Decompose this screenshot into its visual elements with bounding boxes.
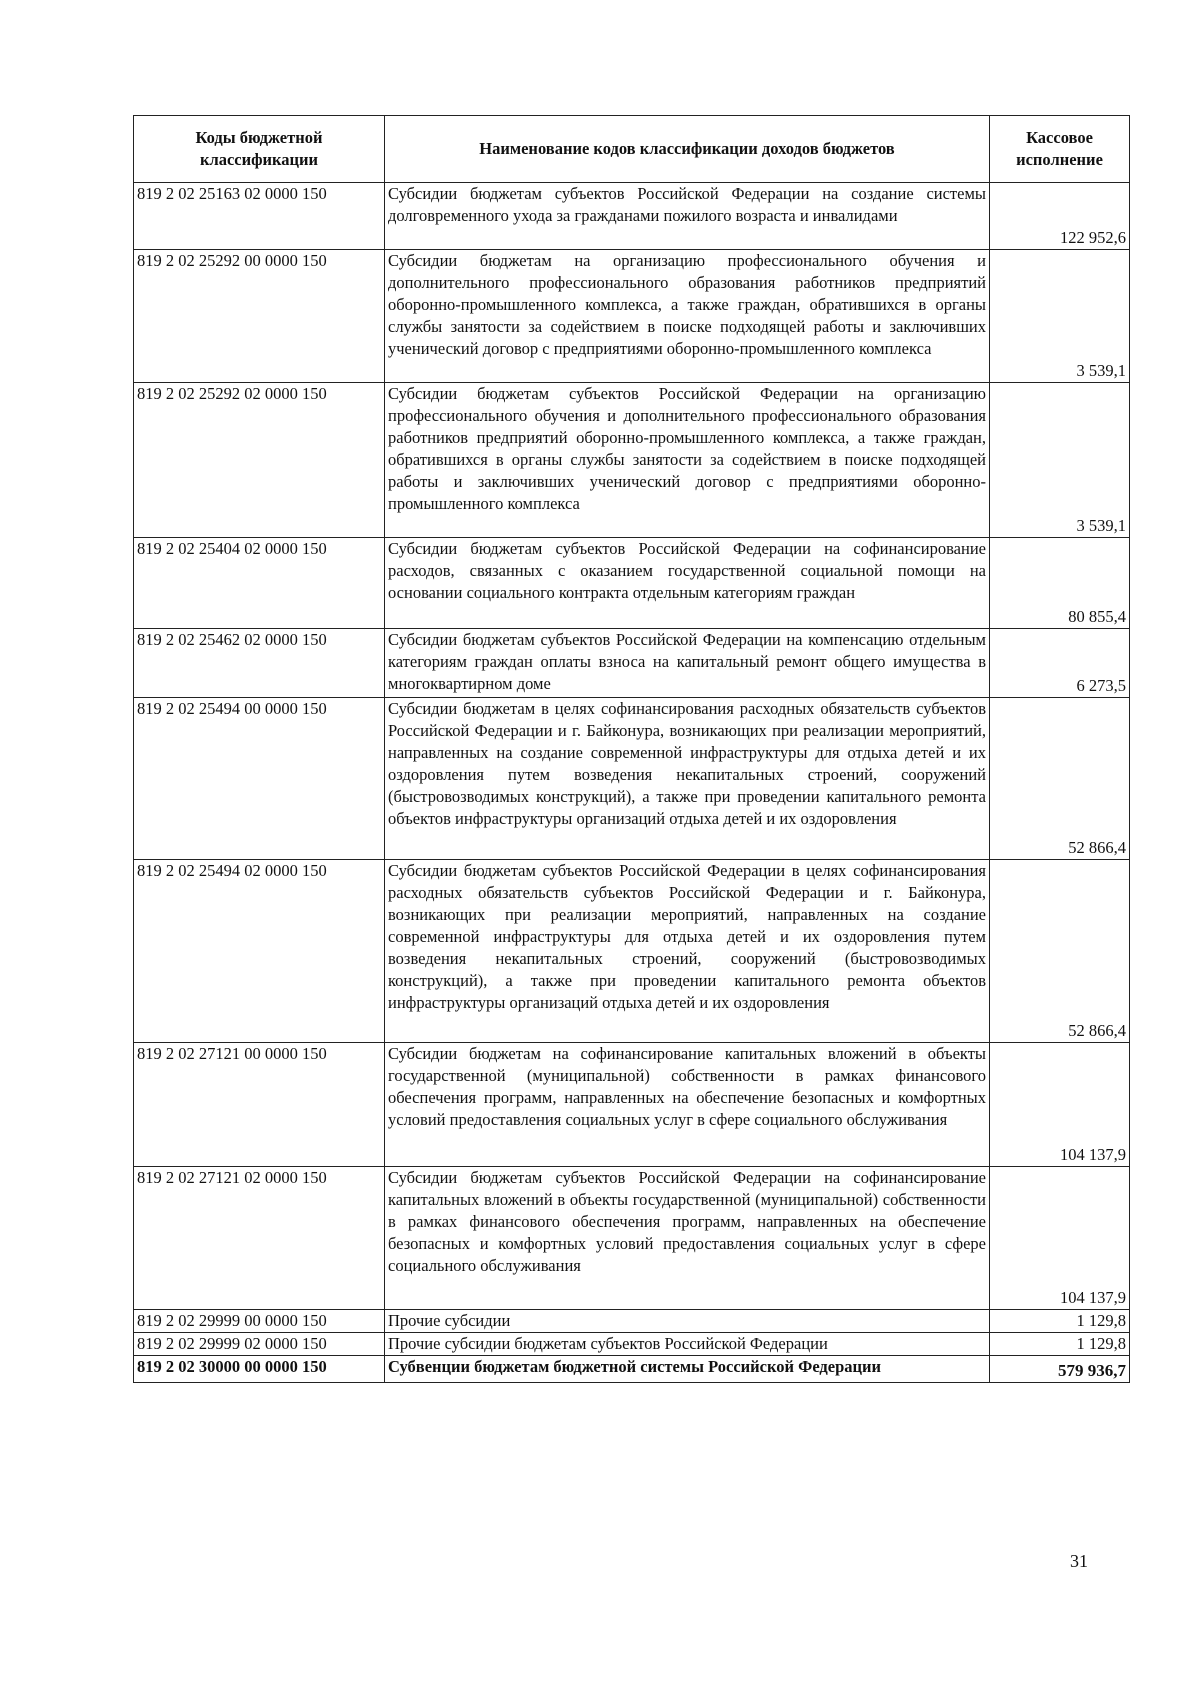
row-name: Субсидии бюджетам субъектов Российской Федерации на компенсацию отдельным категориям граждан оплаты взноса на капитальный ремонт общего имущества в многоквартирном доме bbox=[385, 629, 990, 698]
table-row bbox=[134, 1167, 1130, 1310]
header-code: Коды бюджетной классификации bbox=[134, 116, 385, 183]
row-code: 819 2 02 27121 02 0000 150 bbox=[134, 1167, 385, 1310]
row-amount: 1 129,8 bbox=[990, 1310, 1130, 1333]
table-row bbox=[134, 250, 1130, 383]
page-number: 31 bbox=[1070, 1551, 1088, 1571]
row-amount: 579 936,7 bbox=[990, 1356, 1130, 1383]
table-row-total bbox=[134, 1356, 1130, 1383]
header-amount: Кассовое исполнение bbox=[990, 116, 1130, 183]
row-code: 819 2 02 25292 02 0000 150 bbox=[134, 383, 385, 538]
row-amount: 52 866,4 bbox=[990, 860, 1130, 1043]
row-name: Прочие субсидии bbox=[385, 1310, 990, 1333]
header-name: Наименование кодов классификации доходов бюджетов bbox=[385, 116, 990, 183]
row-amount: 104 137,9 bbox=[990, 1167, 1130, 1310]
row-amount: 6 273,5 bbox=[990, 629, 1130, 698]
table-row bbox=[134, 860, 1130, 1043]
row-name: Субсидии бюджетам субъектов Российской Федерации на создание системы долговременного ухода за гражданами пожилого возраста и инвалидами bbox=[385, 183, 990, 250]
table-row bbox=[134, 183, 1130, 250]
row-name: Субсидии бюджетам субъектов Российской Федерации в целях софинансирования расходных обязательств субъектов Российской Федерации и г. Байконура, возникающих при реализации мероприятий, направленных на создание современной инфраструктуры для отдыха детей и их оздоровления путем возведения некапитальных строений, сооружений (быстровозводимых конструкций), а также при проведении капитального ремонта объектов инфраструктуры организаций отдыха детей и их оздоровления bbox=[385, 860, 990, 1043]
table-row bbox=[134, 1310, 1130, 1333]
row-code: 819 2 02 25494 00 0000 150 bbox=[134, 698, 385, 860]
row-name: Субсидии бюджетам на организацию профессионального обучения и дополнительного профессионального образования работников предприятий оборонно-промышленного комплекса, а также граждан, обратившихся в органы службы занятости за содействием в поиске подходящей работы и заключивших ученический договор с предприятиями оборонно-промышленного комплекса bbox=[385, 250, 990, 383]
table-row bbox=[134, 629, 1130, 698]
table-row bbox=[134, 1043, 1130, 1167]
row-code: 819 2 02 29999 02 0000 150 bbox=[134, 1333, 385, 1356]
row-code: 819 2 02 25462 02 0000 150 bbox=[134, 629, 385, 698]
row-amount: 80 855,4 bbox=[990, 538, 1130, 629]
row-name: Субсидии бюджетам в целях софинансирования расходных обязательств субъектов Российской Федерации и г. Байконура, возникающих при реализации мероприятий, направленных на создание современной инфраструктуры для отдыха детей и их оздоровления путем возведения некапитальных строений, сооружений (быстровозводимых конструкций), а также при проведении капитального ремонта объектов инфраструктуры организаций отдыха детей и их оздоровления bbox=[385, 698, 990, 860]
table-row bbox=[134, 538, 1130, 629]
table-row bbox=[134, 383, 1130, 538]
row-amount: 122 952,6 bbox=[990, 183, 1130, 250]
budget-table bbox=[133, 115, 1130, 1383]
table-row bbox=[134, 1333, 1130, 1356]
table-row bbox=[134, 698, 1130, 860]
row-code: 819 2 02 27121 00 0000 150 bbox=[134, 1043, 385, 1167]
row-name: Субсидии бюджетам на софинансирование капитальных вложений в объекты государственной (муниципальной) собственности в рамках финансового обеспечения программ, направленных на обеспечение безопасных и комфортных условий предоставления социальных услуг в сфере социального обслуживания bbox=[385, 1043, 990, 1167]
row-code: 819 2 02 25494 02 0000 150 bbox=[134, 860, 385, 1043]
row-amount: 1 129,8 bbox=[990, 1333, 1130, 1356]
row-code: 819 2 02 25404 02 0000 150 bbox=[134, 538, 385, 629]
row-code: 819 2 02 25292 00 0000 150 bbox=[134, 250, 385, 383]
row-code: 819 2 02 29999 00 0000 150 bbox=[134, 1310, 385, 1333]
row-name: Субвенции бюджетам бюджетной системы Российской Федерации bbox=[385, 1356, 990, 1383]
row-amount: 3 539,1 bbox=[990, 383, 1130, 538]
row-name: Субсидии бюджетам субъектов Российской Федерации на софинансирование расходов, связанных с оказанием государственной социальной помощи на основании социального контракта отдельным категориям граждан bbox=[385, 538, 990, 629]
row-name: Субсидии бюджетам субъектов Российской Федерации на софинансирование капитальных вложений в объекты государственной (муниципальной) собственности в рамках финансового обеспечения программ, направленных на обеспечение безопасных и комфортных условий предоставления социальных услуг в сфере социального обслуживания bbox=[385, 1167, 990, 1310]
row-name: Прочие субсидии бюджетам субъектов Российской Федерации bbox=[385, 1333, 990, 1356]
row-amount: 52 866,4 bbox=[990, 698, 1130, 860]
row-code: 819 2 02 25163 02 0000 150 bbox=[134, 183, 385, 250]
row-code: 819 2 02 30000 00 0000 150 bbox=[134, 1356, 385, 1383]
row-amount: 3 539,1 bbox=[990, 250, 1130, 383]
row-amount: 104 137,9 bbox=[990, 1043, 1130, 1167]
row-name: Субсидии бюджетам субъектов Российской Федерации на организацию профессионального обучения и дополнительного профессионального образования работников предприятий оборонно-промышленного комплекса, а также граждан, обратившихся в органы службы занятости за содействием в поиске подходящей работы и заключивших ученический договор с предприятиями оборонно-промышленного комплекса bbox=[385, 383, 990, 538]
table-header-row bbox=[134, 116, 1130, 183]
